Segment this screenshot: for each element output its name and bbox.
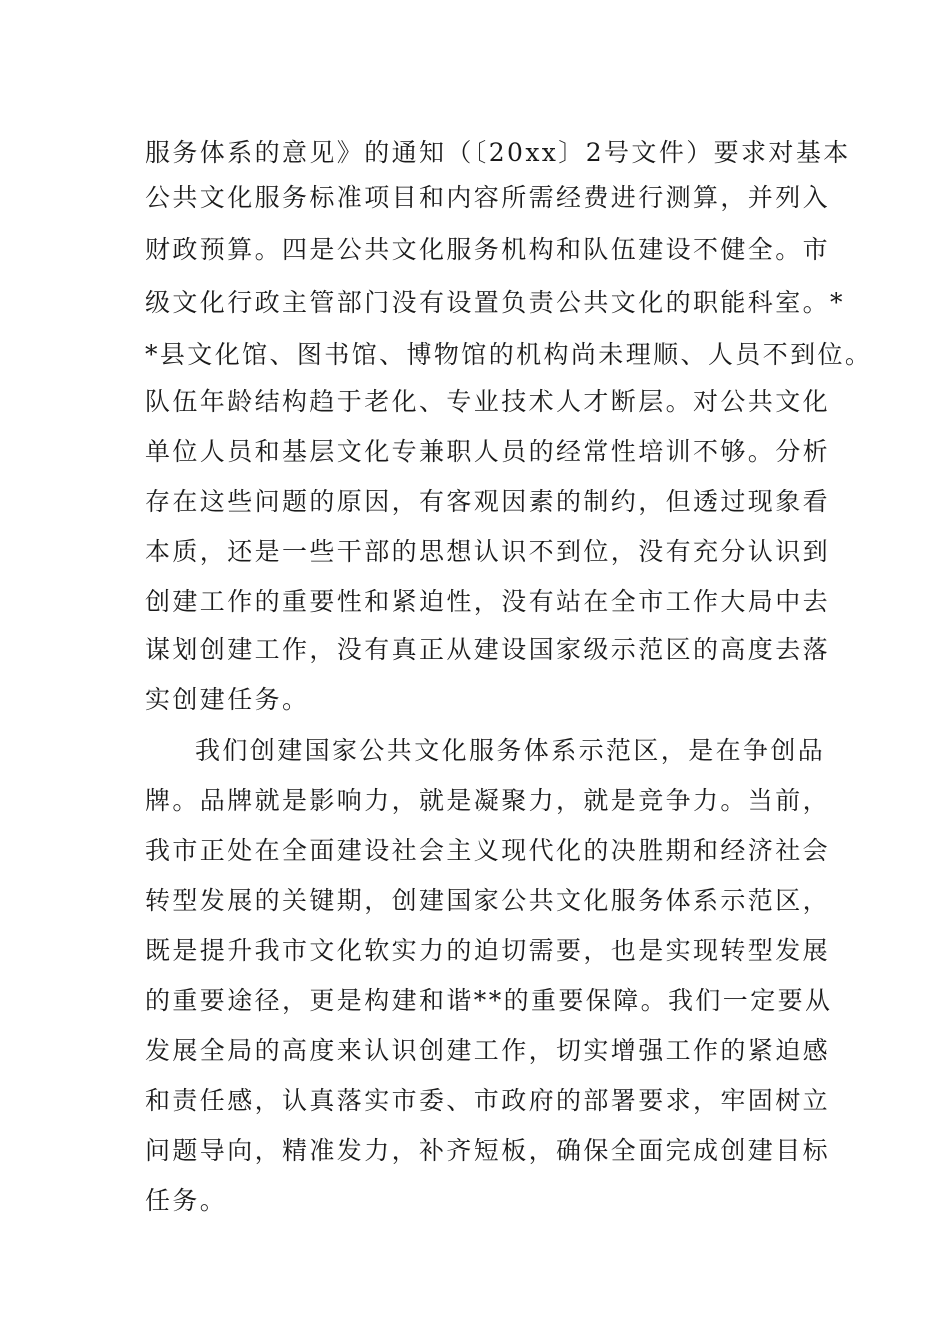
text-line: 问题导向，精准发力，补齐短板，确保全面完成创建目标 [145, 1136, 831, 1165]
text-line: 谋划创建工作，没有真正从建设国家级示范区的高度去落 [145, 635, 831, 664]
text-line: 我们创建国家公共文化服务体系示范区，是在争创品 [195, 736, 826, 765]
text-line: 创建工作的重要性和紧迫性，没有站在全市工作大局中去 [145, 587, 831, 616]
text-line: 实创建任务。 [145, 685, 310, 714]
text-line: 级文化行政主管部门没有设置负责公共文化的职能科室。* [145, 288, 845, 317]
text-line: 本质，还是一些干部的思想认识不到位，没有充分认识到 [145, 537, 831, 566]
text-line: 任务。 [145, 1186, 228, 1215]
text-line: *县文化馆、图书馆、博物馆的机构尚未理顺、人员不到位。 [145, 340, 873, 369]
text-line: 发展全局的高度来认识创建工作，切实增强工作的紧迫感 [145, 1036, 831, 1065]
text-line: 公共文化服务标准项目和内容所需经费进行测算，并列入 [145, 183, 831, 212]
text-line: 单位人员和基层文化专兼职人员的经常性培训不够。分析 [145, 437, 831, 466]
text-line: 既是提升我市文化软实力的迫切需要，也是实现转型发展 [145, 936, 831, 965]
text-line: 和责任感，认真落实市委、市政府的部署要求，牢固树立 [145, 1086, 831, 1115]
text-line: 牌。品牌就是影响力，就是凝聚力，就是竞争力。当前， [145, 786, 831, 815]
text-line: 存在这些问题的原因，有客观因素的制约，但透过现象看 [145, 487, 831, 516]
text-line: 服务体系的意见》的通知（〔20xx〕2号文件）要求对基本 [145, 138, 851, 167]
text-line: 队伍年龄结构趋于老化、专业技术人才断层。对公共文化 [145, 387, 831, 416]
text-line: 转型发展的关键期，创建国家公共文化服务体系示范区， [145, 886, 831, 915]
text-line: 我市正处在全面建设社会主义现代化的决胜期和经济社会 [145, 836, 831, 865]
text-line: 财政预算。四是公共文化服务机构和队伍建设不健全。市 [145, 235, 831, 264]
text-line: 的重要途径，更是构建和谐**的重要保障。我们一定要从 [145, 986, 833, 1015]
